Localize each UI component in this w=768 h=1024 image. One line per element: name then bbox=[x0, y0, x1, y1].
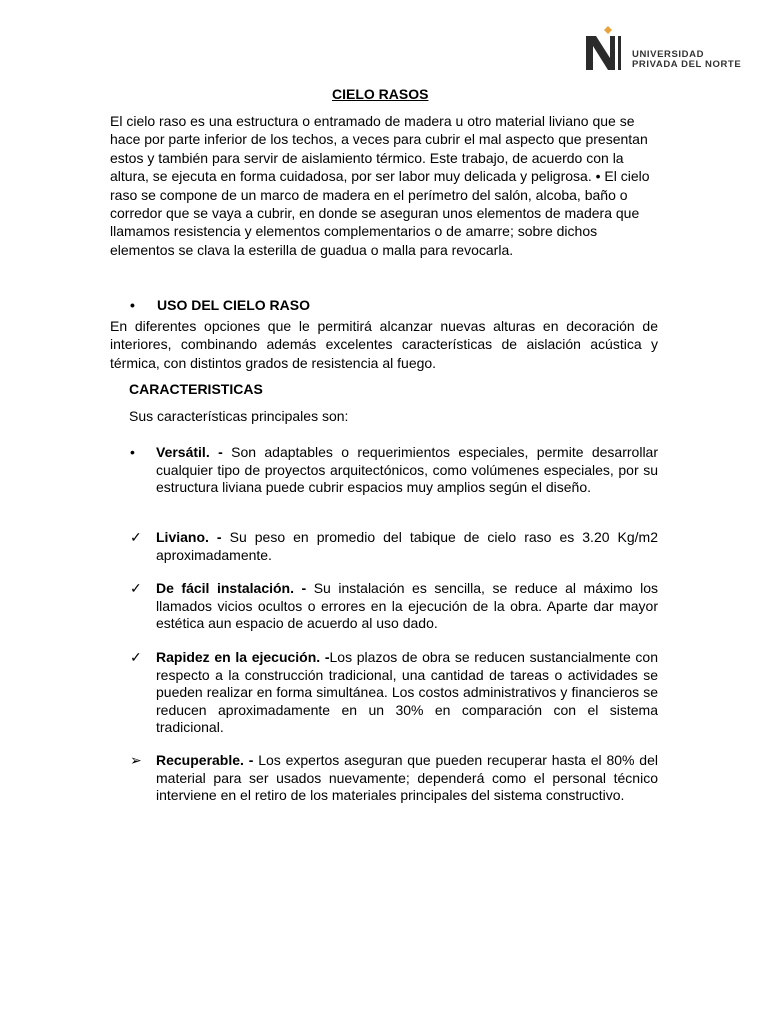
uso-paragraph: En diferentes opciones que le permitirá alcanzar nuevas alturas en decoración de interiores, combinando además excelentes características de aislación acústica y térmica, con distintos grados de resistencia al fuego. bbox=[110, 318, 658, 371]
upn-n-logo-icon bbox=[582, 24, 626, 72]
checkmark-marker: ✓ bbox=[130, 529, 142, 545]
arrow-marker: ➢ bbox=[130, 752, 142, 768]
list-item-text bbox=[156, 649, 658, 737]
page-title: CIELO RASOS bbox=[332, 86, 429, 102]
list-item-body: Son adaptables o requerimientos especiales, permite desarrollar cualquier tipo de proyectos arquitectónicos, como volúmenes especiales, por su estructura liviana puede cubrir espacios muy amplios según el diseño. bbox=[156, 444, 659, 495]
list-item-text bbox=[156, 444, 658, 497]
checkmark-marker: ✓ bbox=[130, 649, 142, 665]
list-item-body: Los expertos aseguran que pueden recuperar hasta el 80% del material para ser usados nuevamente; dependerá como el personal técnico interviene en el retiro de los materiales principales del sistema constructivo. bbox=[156, 752, 658, 803]
logo-line-2: PRIVADA DEL NORTE bbox=[632, 59, 742, 70]
list-item-body: Los plazos de obra se reducen sustancialmente con respecto a la construcción tradicional, una cantidad de tareas o actividades se pueden realizar en forma simultánea. Los costos administrativos y financieros se reducen aproximadamente en un 30% en comparación con el sistema tradicional. bbox=[156, 649, 658, 735]
list-item-label: Rapidez en la ejecución. - bbox=[156, 649, 330, 665]
caracteristicas-heading: CARACTERISTICAS bbox=[129, 381, 263, 397]
logo-line-1: UNIVERSIDAD bbox=[632, 49, 705, 60]
list-item-body: Su peso en promedio del tabique de cielo raso es 3.20 Kg/m2 aproximadamente. bbox=[156, 529, 658, 563]
list-item-body: Su instalación es sencilla, se reduce al máximo los llamados vicios ocultos o errores en la ejecución de la obra. Aparte dar mayor estética aun espacio de acuerdo al uso dado. bbox=[156, 580, 658, 631]
list-item-label: Recuperable. - bbox=[156, 752, 254, 768]
list-item-text bbox=[156, 752, 658, 805]
university-logo bbox=[582, 24, 758, 72]
bullet-marker: • bbox=[130, 297, 135, 313]
bullet-marker: • bbox=[130, 444, 135, 460]
intro-paragraph: El cielo raso es una estructura o entramado de madera u otro material liviano que se hace por parte inferior de los techos, a veces para cubrir el mal aspecto que presentan estos y también para servir de aislamiento térmico. Este trabajo, de acuerdo con la altura, se ejecuta en forma cuidadosa, por ser labor muy delicada y peligrosa. • El cielo raso se compone de un marco de madera en el perímetro del salón, alcoba, baño o corredor que se vaya a cubrir, en donde se aseguran unos elementos de madera que llamamos resistencia y elementos complementarios o de amarre; sobre dichos elementos se clava la esterilla de guadua o malla para revocarla. bbox=[110, 113, 650, 258]
list-item-label: De fácil instalación. - bbox=[156, 580, 307, 596]
checkmark-marker: ✓ bbox=[130, 580, 142, 596]
list-item-text bbox=[156, 529, 658, 564]
list-item-label: Versátil. - bbox=[156, 444, 223, 460]
list-item-label: Liviano. - bbox=[156, 529, 222, 545]
caracteristicas-intro: Sus características principales son: bbox=[129, 408, 349, 424]
list-item-text bbox=[156, 580, 658, 633]
logo-text bbox=[632, 50, 741, 70]
uso-heading-text: USO DEL CIELO RASO bbox=[157, 297, 310, 313]
